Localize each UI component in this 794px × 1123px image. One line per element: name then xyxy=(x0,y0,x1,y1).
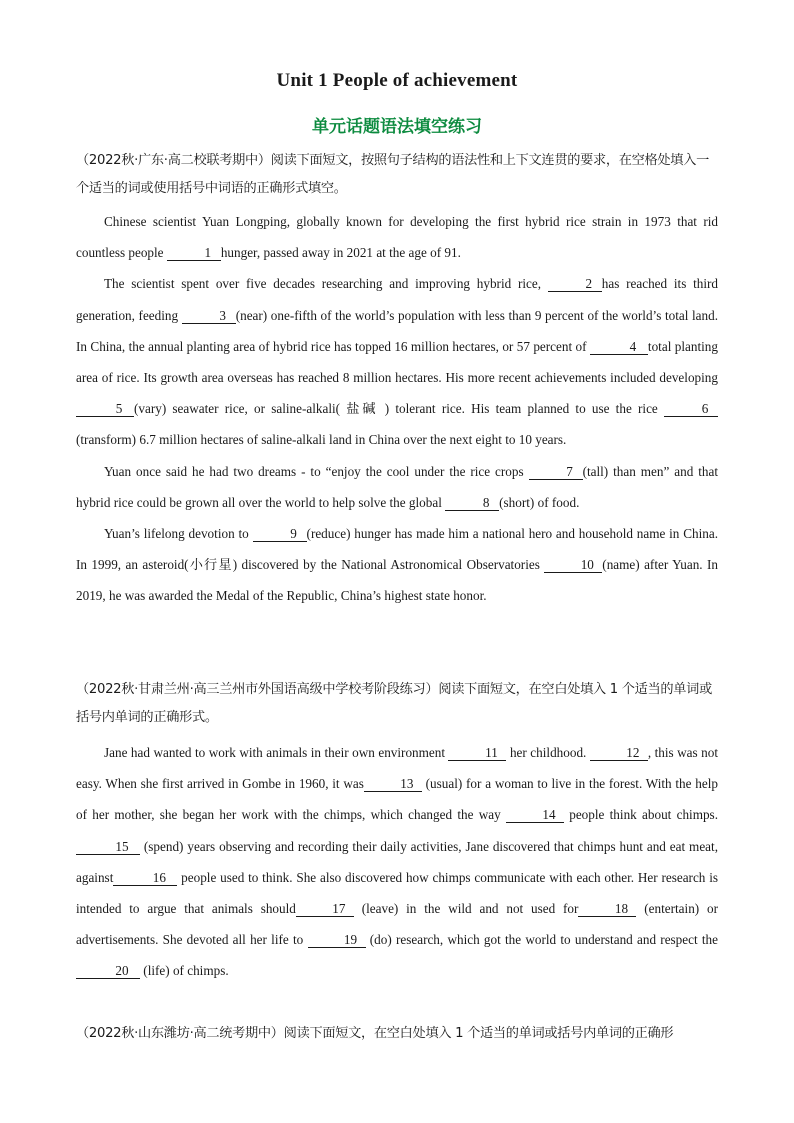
answer-blank-16[interactable]: 16 xyxy=(113,871,177,886)
answer-blank-4[interactable]: 4 xyxy=(590,340,648,355)
answer-blank-17[interactable]: 17 xyxy=(296,902,354,917)
answer-blank-3[interactable]: 3 xyxy=(182,309,236,324)
section1-passage xyxy=(76,206,718,612)
section1-paragraph-4: Yuan’s lifelong devotion to 9 (reduce) hunger has made him a national hero and household name in China. In 1999, an asteroid(小行星) discovered by the National Astronomical Observatories 10 (name) after Yuan. In 2019, he was awarded the Medal of the Republic, China’s highest state honor. xyxy=(76,526,719,604)
section1-paragraph-2: The scientist spent over five decades researching and improving hybrid rice, 2 has reached its third generation, feeding 3 (near) one-fifth of the world’s population with less than 9 percent of the world’s total land. In China, the annual planting area of hybrid rice has topped 16 million hectares, or 57 percent of 4 total planting area of rice. Its growth area overseas has reached 8 million hectares. His more recent achievements included developing 5 (vary) seawater rice, or saline-alkali( 盐碱 ) tolerant rice. His team planned to use the rice 6(transform) 6.7 million hectares of saline-alkali land in China over the next eight to 10 years. xyxy=(76,276,718,448)
section3-instructions: （2022秋·山东潍坊·高二统考期中）阅读下面短文，在空白处填入 1 个适当的单词或括号内单词的正确形 xyxy=(76,1026,674,1041)
answer-blank-19[interactable]: 19 xyxy=(308,933,366,948)
section1-instructions: （2022秋·广东·高二校联考期中）阅读下面短文，按照句子结构的语法性和上下文连贯的要求，在空格处填入一个适当的词或使用括号中词语的正确形式填空。 xyxy=(76,153,709,196)
section2-passage xyxy=(76,737,718,987)
answer-blank-15[interactable]: 15 xyxy=(76,840,140,855)
answer-blank-20[interactable]: 20 xyxy=(76,964,140,979)
answer-blank-12[interactable]: 12 xyxy=(590,746,648,761)
answer-blank-18[interactable]: 18 xyxy=(578,902,636,917)
answer-blank-11[interactable]: 11 xyxy=(448,746,506,761)
answer-blank-14[interactable]: 14 xyxy=(506,808,564,823)
page-subtitle: 单元话题语法填空练习 xyxy=(312,117,482,137)
answer-blank-2[interactable]: 2 xyxy=(548,277,602,292)
answer-blank-8[interactable]: 8 xyxy=(445,496,499,511)
answer-blank-9[interactable]: 9 xyxy=(253,527,307,542)
section1-paragraph-3: Yuan once said he had two dreams - to “enjoy the cool under the rice crops 7 (tall) than men” and that hybrid rice could be grown all over the world to help solve the global 8 (short) of food. xyxy=(76,463,718,510)
page-title: Unit 1 People of achievement xyxy=(276,70,518,91)
answer-blank-13[interactable]: 13 xyxy=(364,777,422,792)
answer-blank-7[interactable]: 7 xyxy=(529,465,583,480)
section1-paragraph-1: Chinese scientist Yuan Longping, globally known for developing the first hybrid rice strain in 1973 that rid countless people 1 hunger, passed away in 2021 at the age of 91. xyxy=(76,214,718,261)
section2-instructions: （2022秋·甘肃兰州·高三兰州市外国语高级中学校考阶段练习）阅读下面短文，在空白处填入 1 个适当的单词或括号内单词的正确形式。 xyxy=(76,682,712,725)
answer-blank-10[interactable]: 10 xyxy=(544,558,602,573)
answer-blank-1[interactable]: 1 xyxy=(167,246,221,261)
answer-blank-5[interactable]: 5 xyxy=(76,402,134,417)
section2-paragraph-1: Jane had wanted to work with animals in their own environment 11 her childhood. 12 , this was not easy. When she first arrived in Gombe in 1960, it was 13 (usual) for a woman to live in the forest. With the help of her mother, she began her work with the chimps, which changed the way 14 people think about chimps. 15 (spend) years observing and recording their daily activities, Jane discovered that chimps hunt and eat meat, against 16 people used to think. She also discovered how chimps communicate with each other. Her research is intended to argue that animals should 17 (leave) in the wild and not used for 18 (entertain) or advertisements. She devoted all her life to 19 (do) research, which got the world to understand and respect the20 (life) of chimps. xyxy=(76,745,719,979)
answer-blank-6[interactable]: 6 xyxy=(664,402,718,417)
